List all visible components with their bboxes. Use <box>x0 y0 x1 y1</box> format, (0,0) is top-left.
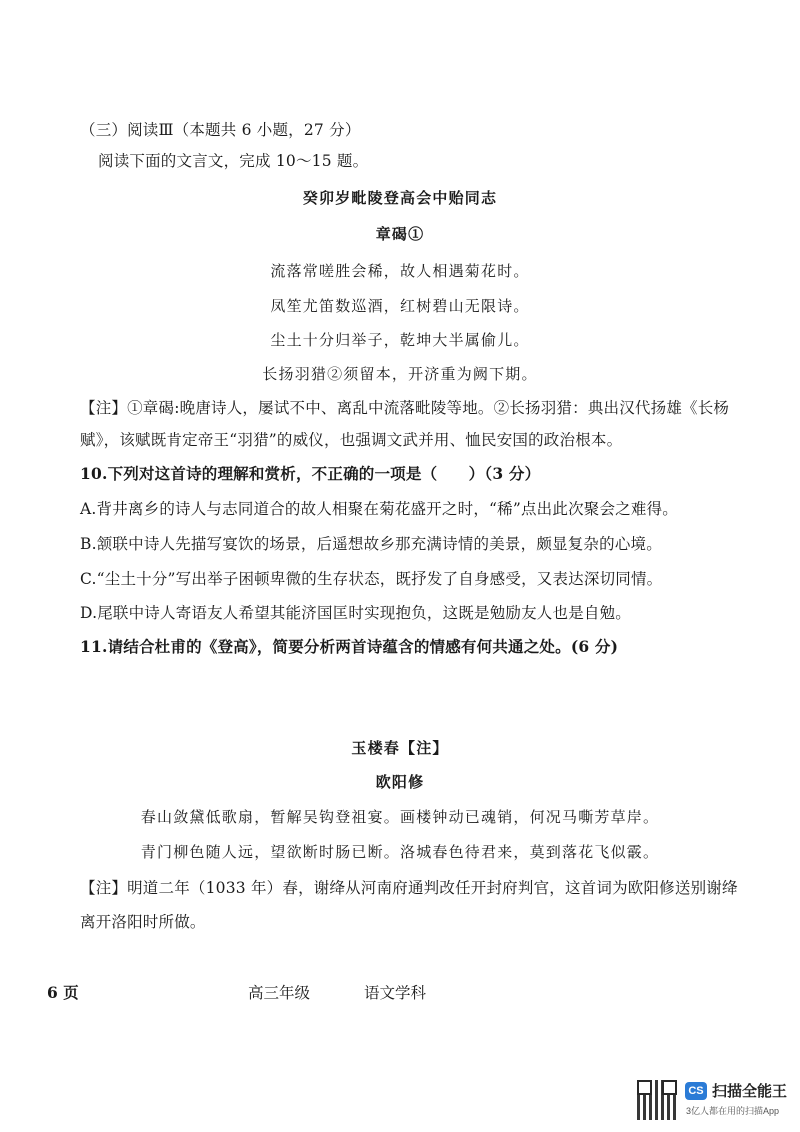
poem1-title: 癸卯岁毗陵登高会中贻同志 <box>302 189 498 207</box>
question-10-option-c: C.“尘土十分”写出举子困顿卑微的生存状态，既抒发了自身感受，又表达深切同情。 <box>80 570 663 588</box>
poem1-note-line-2: 赋》，该赋既肯定帝王“羽猎”的威仪，也强调文武并用、恤民安国的政治根本。 <box>80 431 623 449</box>
poem1-line-3: 尘土十分归举子，乾坤大半属偷儿。 <box>270 331 530 349</box>
poem2-line-2: 青门柳色随人远，望欲断时肠已断。洛城春色待君来，莫到落花飞似霰。 <box>140 843 660 861</box>
section-instruction: 阅读下面的文言文，完成 10～15 题。 <box>98 152 369 170</box>
section-heading: （三）阅读Ⅲ（本题共 6 小题，27 分） <box>80 121 361 139</box>
poem1-author: 章碣① <box>375 225 425 243</box>
poem1-note-line-1: 【注】①章碣:晚唐诗人，屡试不中、离乱中流落毗陵等地。②长扬羽猎：典出汉代扬雄《长杨 <box>80 399 730 417</box>
footer-grade: 高三年级 <box>248 984 311 1002</box>
scanner-app-name: 扫描全能王 <box>712 1083 788 1100</box>
question-11-stem: 11.请结合杜甫的《登高》，简要分析两首诗蕴含的情感有何共通之处。(6 分) <box>80 637 619 656</box>
poem1-line-4: 长扬羽猎②须留本，开济重为阙下期。 <box>262 365 538 383</box>
question-10-option-b: B.颔联中诗人先描写宴饮的场景，后遥想故乡那充满诗情的美景，颇显复杂的心境。 <box>80 535 662 553</box>
scanner-logo-icon: CS <box>685 1082 707 1100</box>
poem1-line-2: 凤笙尤笛数巡酒，红树碧山无限诗。 <box>270 297 530 315</box>
poem2-title: 玉楼春【注】 <box>351 739 449 757</box>
question-10-option-a: A.背井离乡的诗人与志同道合的故人相聚在菊花盛开之时，“稀”点出此次聚会之难得。 <box>80 500 678 518</box>
poem2-line-1: 春山敛黛低歌扇，暂解吴钩登祖宴。画楼钟动已魂销，何况马嘶芳草岸。 <box>140 808 660 826</box>
poem2-note-line-1: 【注】明道二年（1033 年）春，谢绛从河南府通判改任开封府判官，这首词为欧阳修送别谢绛 <box>80 879 738 897</box>
scanner-tagline: 3亿人都在用的扫描App <box>686 1106 780 1116</box>
poem2-author: 欧阳修 <box>375 773 425 791</box>
poem1-line-1: 流落常嗟胜会稀，故人相遇菊花时。 <box>270 262 530 280</box>
scanner-qr-code <box>637 1080 677 1120</box>
footer-subject: 语文学科 <box>364 984 427 1002</box>
footer-page-number: 6 页 <box>47 983 79 1002</box>
poem2-note-line-2: 离开洛阳时所做。 <box>80 913 206 931</box>
question-10-option-d: D.尾联中诗人寄语友人希望其能济国匡时实现抱负，这既是勉励友人也是自勉。 <box>80 604 632 622</box>
question-10-stem: 10.下列对这首诗的理解和赏析，不正确的一项是（ ）（3 分） <box>80 464 541 483</box>
